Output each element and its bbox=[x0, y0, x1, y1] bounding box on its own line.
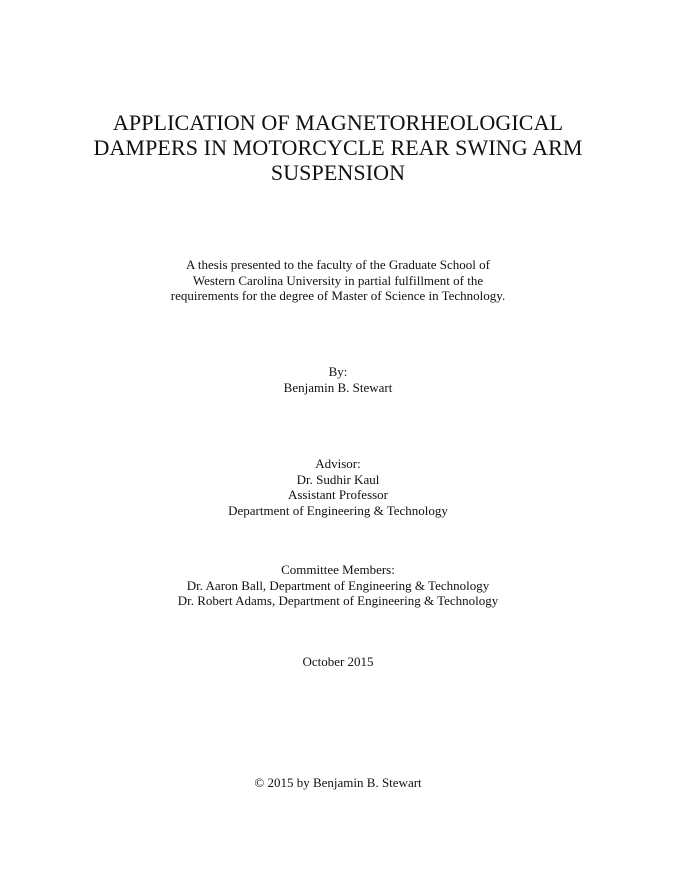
thesis-statement bbox=[0, 257, 676, 304]
title-line: SUSPENSION bbox=[270, 160, 406, 185]
advisor-block bbox=[0, 456, 676, 518]
copyright-notice bbox=[0, 775, 676, 791]
statement-line: requirements for the degree of Master of Science in Technology. bbox=[170, 288, 506, 303]
advisor-department: Department of Engineering & Technology bbox=[228, 502, 448, 518]
author-name: Benjamin B. Stewart bbox=[283, 379, 393, 395]
title-line: APPLICATION OF MAGNETORHEOLOGICAL bbox=[112, 110, 564, 135]
copyright-text: © 2015 by Benjamin B. Stewart bbox=[254, 775, 422, 790]
committee-block bbox=[0, 562, 676, 609]
advisor-name: Dr. Sudhir Kaul bbox=[296, 471, 380, 487]
thesis-date bbox=[0, 654, 676, 670]
statement-line: Western Carolina University in partial fulfillment of the bbox=[192, 272, 484, 288]
thesis-title bbox=[0, 110, 676, 185]
title-line: DAMPERS IN MOTORCYCLE REAR SWING ARM bbox=[93, 135, 583, 160]
advisor-position: Assistant Professor bbox=[287, 487, 389, 502]
committee-member: Dr. Robert Adams, Department of Engineering & Technology bbox=[177, 593, 499, 608]
author-block bbox=[0, 364, 676, 395]
author-label: By: bbox=[328, 364, 348, 379]
statement-line: A thesis presented to the faculty of the Graduate School of bbox=[186, 257, 490, 272]
advisor-label: Advisor: bbox=[315, 456, 361, 471]
committee-member: Dr. Aaron Ball, Department of Engineering & Technology bbox=[186, 577, 490, 593]
committee-label: Committee Members: bbox=[281, 562, 395, 577]
date-text: October 2015 bbox=[302, 654, 374, 669]
